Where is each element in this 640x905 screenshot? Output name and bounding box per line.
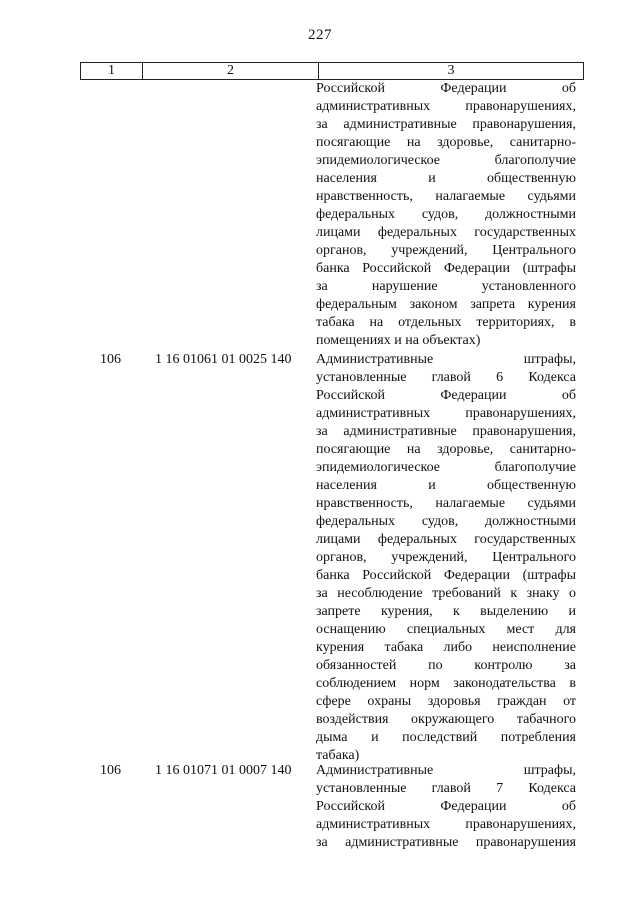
text-line: эпидемиологическое благополучие (316, 460, 576, 475)
row-description (316, 762, 576, 852)
text-line: установленные главой 7 Кодекса (316, 781, 576, 796)
text-line: нравственность, налагаемые судьями (316, 189, 576, 204)
text-line: посягающие на здоровье, санитарно- (316, 442, 576, 457)
column-header-1: 1 (81, 63, 143, 80)
text-line: банка Российской Федерации (штрафы (316, 261, 576, 276)
text-line: административных правонарушениях, (316, 817, 576, 832)
text-line: установленные главой 6 Кодекса (316, 370, 576, 385)
text-line: посягающие на здоровье, санитарно- (316, 135, 576, 150)
text-line: органов, учреждений, Центрального (316, 550, 576, 565)
row-number: 106 (100, 763, 121, 778)
text-line: органов, учреждений, Центрального (316, 243, 576, 258)
text-line: запрете курения, к выделению и (316, 604, 576, 619)
text-line: за несоблюдение требований к знаку о (316, 586, 576, 601)
text-line: эпидемиологическое благополучие (316, 153, 576, 168)
text-line: лицами федеральных государственных (316, 225, 576, 240)
text-line: федеральным законом запрета курения (316, 297, 576, 312)
text-line: населения и общественную (316, 171, 576, 186)
text-line: административных правонарушениях, (316, 99, 576, 114)
text-line: федеральных судов, должностными (316, 514, 576, 529)
text-line: федеральных судов, должностными (316, 207, 576, 222)
text-line: нравственность, налагаемые судьями (316, 496, 576, 511)
text-line: за административные правонарушения, (316, 424, 576, 439)
column-header-3: 3 (319, 63, 584, 80)
row-description (316, 351, 576, 765)
text-line: обязанностей по контролю за (316, 658, 576, 673)
text-line: дыма и последствий потребления (316, 730, 576, 745)
text-line: соблюдением норм законодательства в (316, 676, 576, 691)
table-header (80, 62, 584, 80)
text-line: Российской Федерации об (316, 799, 576, 814)
text-line: населения и общественную (316, 478, 576, 493)
text-line: лицами федеральных государственных (316, 532, 576, 547)
column-header-2: 2 (143, 63, 319, 80)
budget-code: 1 16 01061 01 0025 140 (155, 352, 292, 367)
text-line: оснащению специальных мест для (316, 622, 576, 637)
text-line: курения табака либо неисполнение (316, 640, 576, 655)
row-number: 106 (100, 352, 121, 367)
text-line: за административные правонарушения, (316, 117, 576, 132)
page-number: 227 (308, 27, 332, 43)
text-line: Российской Федерации об (316, 388, 576, 403)
text-line: административных правонарушениях, (316, 406, 576, 421)
budget-code: 1 16 01071 01 0007 140 (155, 763, 292, 778)
text-line: Административные штрафы, (316, 763, 576, 778)
text-line: Российской Федерации об (316, 81, 576, 96)
text-line: Административные штрафы, (316, 352, 576, 367)
text-line: табака) (316, 748, 360, 763)
text-line: воздействия окружающего табачного (316, 712, 576, 727)
text-line: помещениях и на объектах) (316, 333, 481, 348)
text-line: за административные правонарушения (316, 835, 576, 850)
continued-description (316, 80, 576, 350)
text-line: табака на отдельных территориях, в (316, 315, 576, 330)
text-line: за нарушение установленного (316, 279, 576, 294)
text-line: банка Российской Федерации (штрафы (316, 568, 576, 583)
text-line: сфере охраны здоровья граждан от (316, 694, 576, 709)
